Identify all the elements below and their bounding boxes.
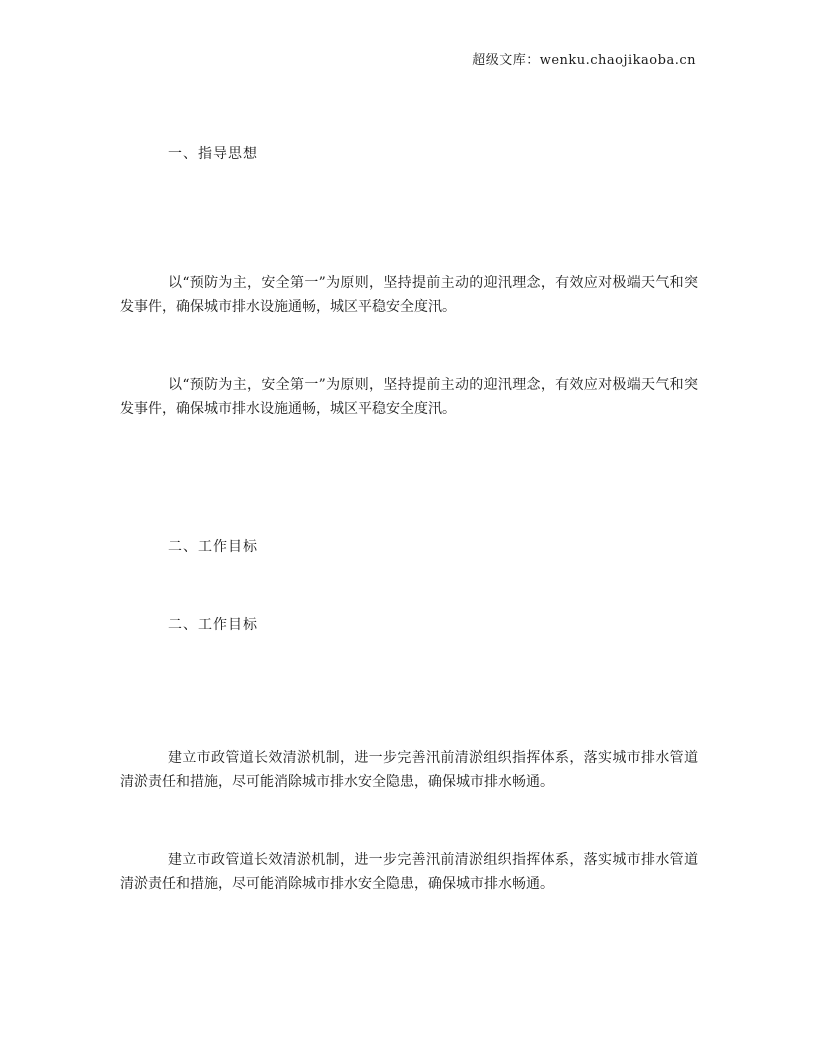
section-heading-guiding-ideology: 一、指导思想: [168, 146, 258, 162]
paragraph-guiding-ideology: 以“预防为主，安全第一”为原则，坚持提前主动的迎汛理念，有效应对极端天气和突发事件，确保城市排水设施通畅，城区平稳安全度汛。: [120, 275, 698, 315]
section-heading-work-goals-repeat: 二、工作目标: [168, 617, 258, 633]
paragraph-guiding-ideology-repeat: 以“预防为主，安全第一”为原则，坚持提前主动的迎汛理念，有效应对极端天气和突发事件，确保城市排水设施通畅，城区平稳安全度汛。: [120, 377, 698, 417]
paragraph-work-goals: 建立市政管道长效清淤机制，进一步完善汛前清淤组织指挥体系，落实城市排水管道清淤责任和措施，尽可能消除城市排水安全隐患，确保城市排水畅通。: [120, 750, 698, 790]
page-header: 超级文库：wenku.chaojikaoba.cn: [472, 53, 696, 68]
section-heading-work-goals: 二、工作目标: [168, 539, 258, 555]
paragraph-work-goals-repeat: 建立市政管道长效清淤机制，进一步完善汛前清淤组织指挥体系，落实城市排水管道清淤责任和措施，尽可能消除城市排水安全隐患，确保城市排水畅通。: [120, 852, 698, 892]
